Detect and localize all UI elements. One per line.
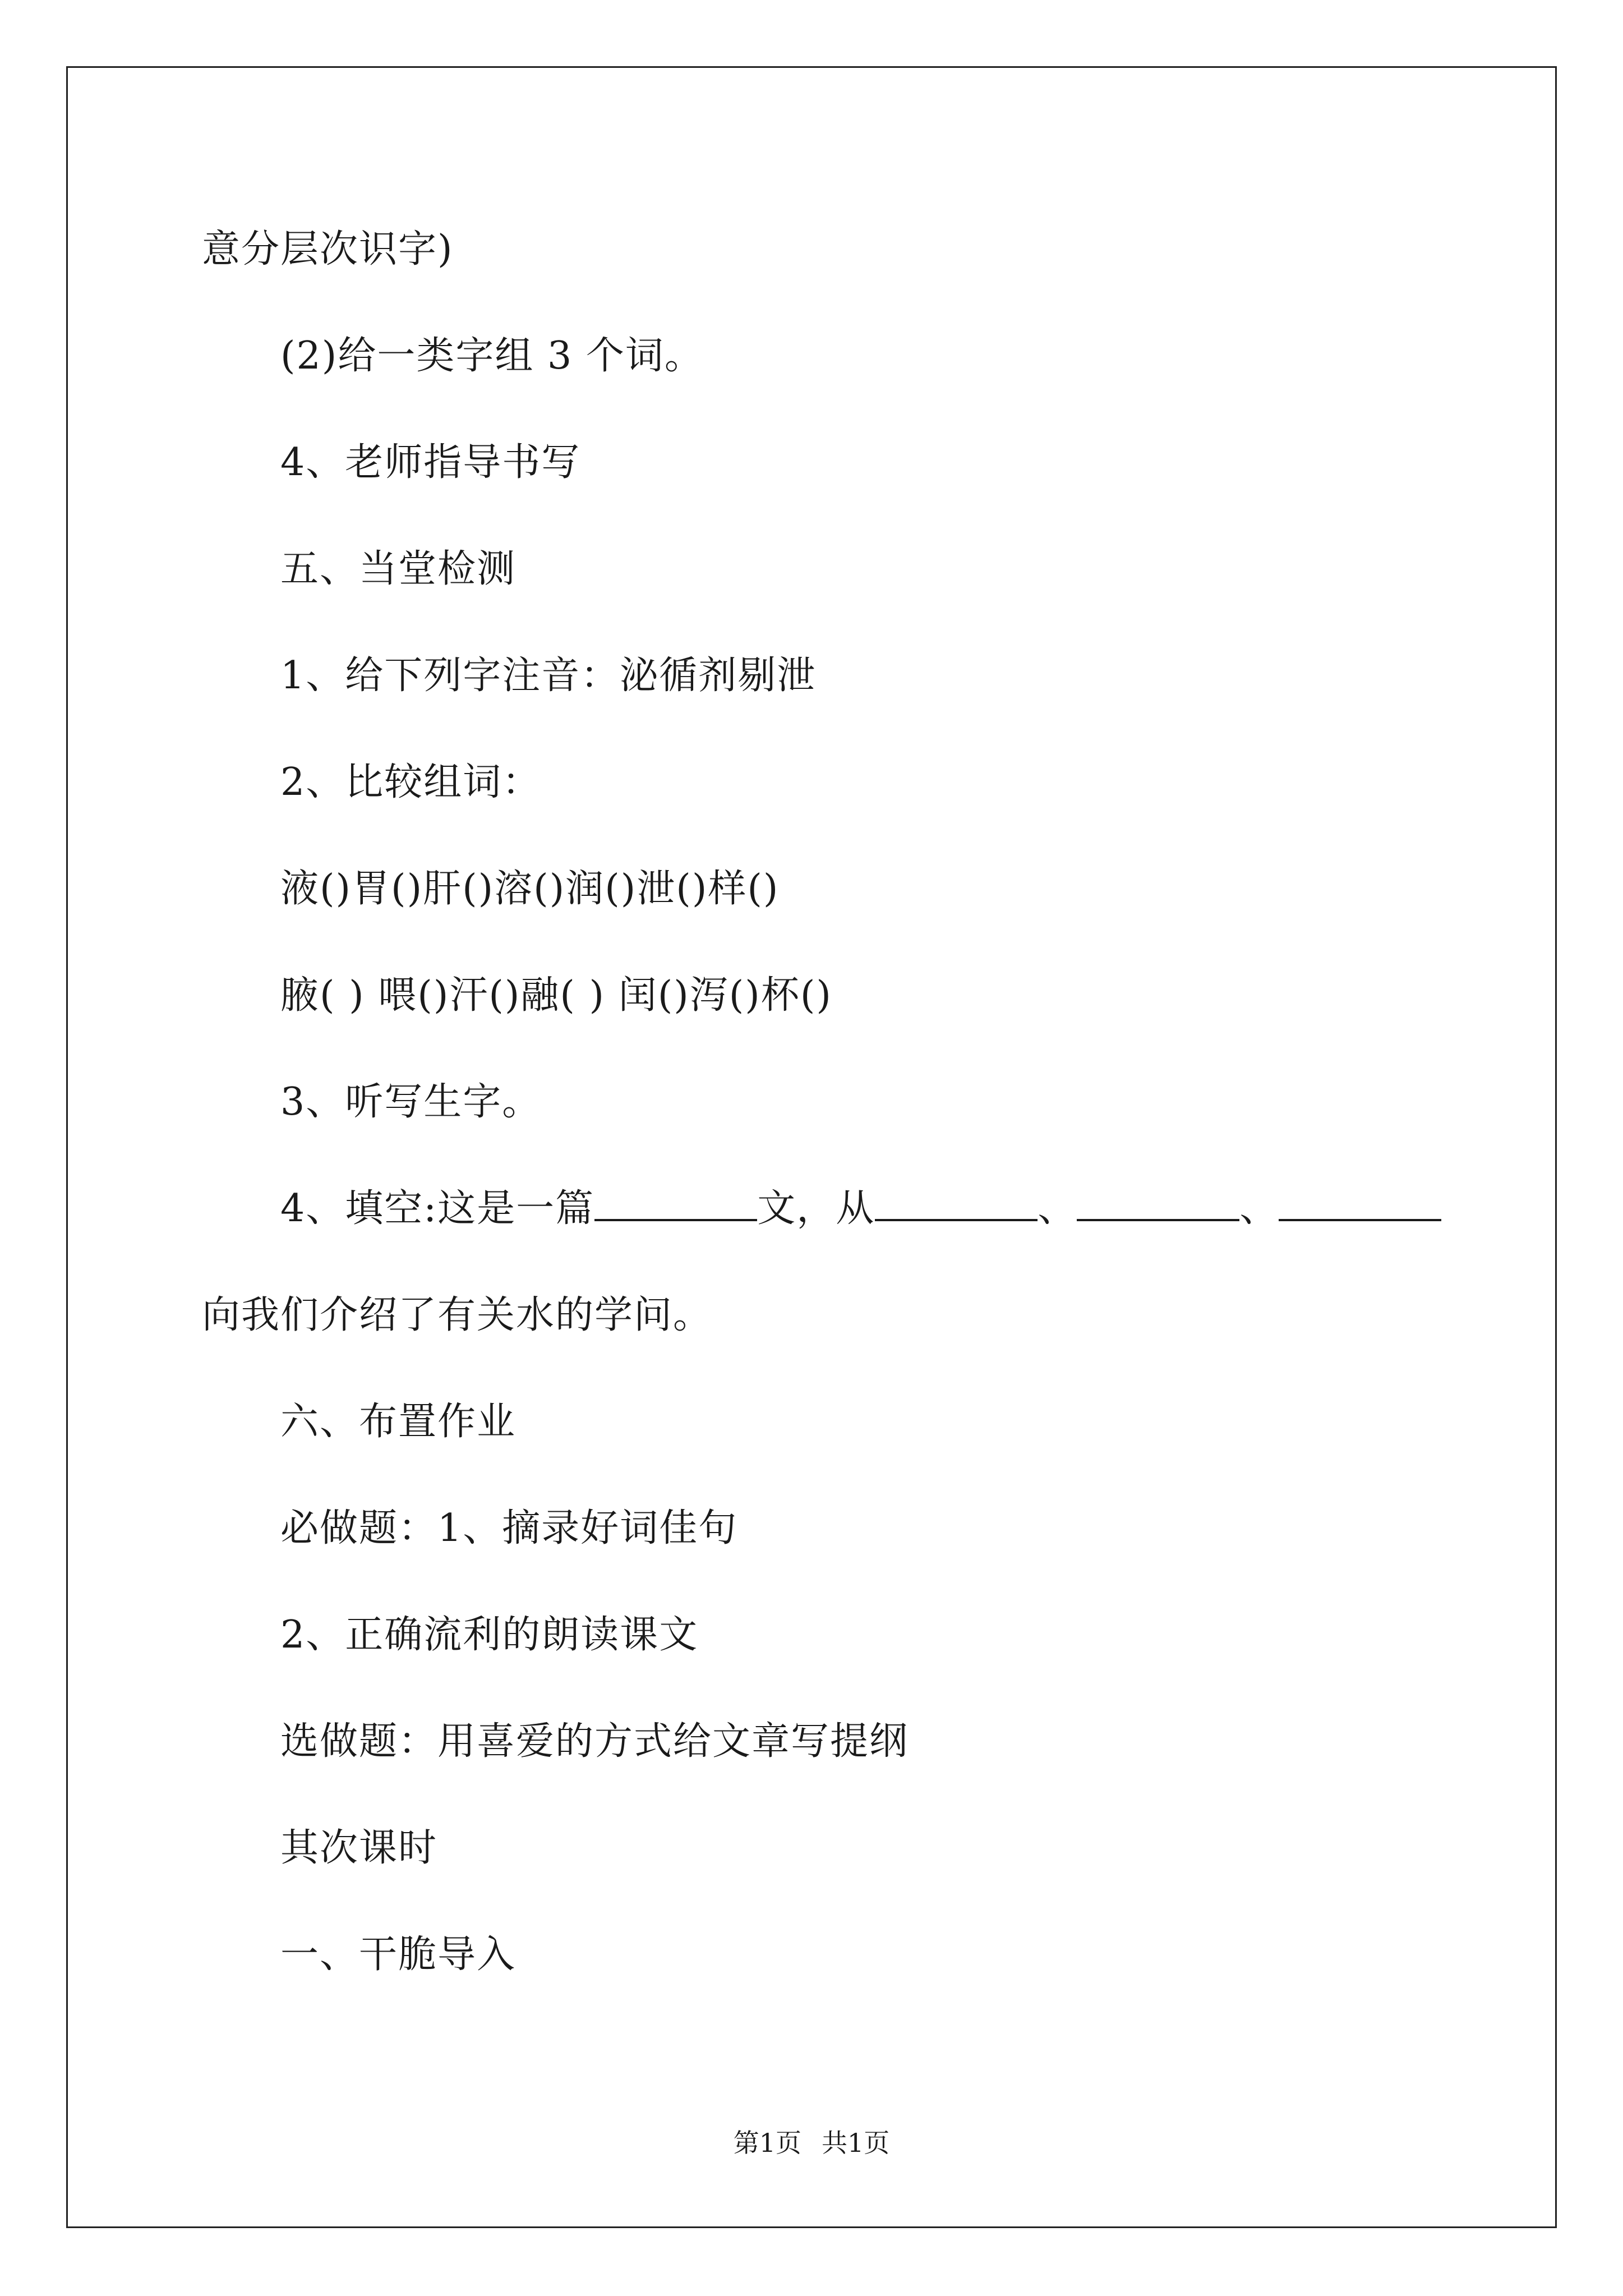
text-line-15: 选做题：用喜爱的方式给文章写提纲: [280, 1719, 909, 1764]
fill-blank-4: [1279, 1184, 1441, 1221]
fill-sep-2: 、: [1239, 1186, 1279, 1231]
fill-continuation: 向我们介绍了有关水的学问。: [202, 1293, 713, 1337]
section-heading-5: 五、当堂检测: [280, 547, 517, 591]
fill-mid: 文，从: [757, 1186, 875, 1231]
fill-blank-3: [1077, 1184, 1239, 1221]
text-line-3: 4、老师指导书写: [280, 440, 581, 485]
page-border: [66, 66, 1557, 2228]
fill-prefix: 4、填空:这是一篇: [280, 1186, 595, 1231]
text-line-14: 2、正确流利的朗读课文: [280, 1613, 699, 1657]
page-total: 共1页: [822, 2128, 890, 2158]
text-line-2: (2)给一类字组 3 个词。: [280, 334, 704, 378]
text-line-7: 液()胃()肝()溶()润()泄()样(): [280, 867, 780, 911]
page-current: 第1页: [733, 2128, 801, 2158]
fill-sep-1: 、: [1038, 1186, 1077, 1231]
text-line-13: 必做题：1、摘录好词佳句: [280, 1506, 738, 1550]
text-line-5: 1、给下列字注音：泌循剂剔泄: [280, 654, 817, 698]
text-line-6: 2、比较组词：: [280, 760, 542, 804]
section-heading-6: 六、布置作业: [280, 1400, 517, 1444]
fill-blank-2: [875, 1184, 1038, 1221]
fill-in-line: [280, 1184, 1441, 1234]
page-footer: [0, 2126, 1623, 2160]
text-line-16: 其次课时: [280, 1826, 438, 1870]
text-line-9: 3、听写生字。: [280, 1080, 542, 1124]
fill-blank-1: [594, 1184, 757, 1221]
text-line-8: 腋( ) 喂()汗()融( ) 闰()泻()杯(): [280, 973, 832, 1018]
text-line-1: 意分层次识字): [202, 227, 454, 272]
section-heading-1: 一、干脆导入: [280, 1932, 517, 1977]
